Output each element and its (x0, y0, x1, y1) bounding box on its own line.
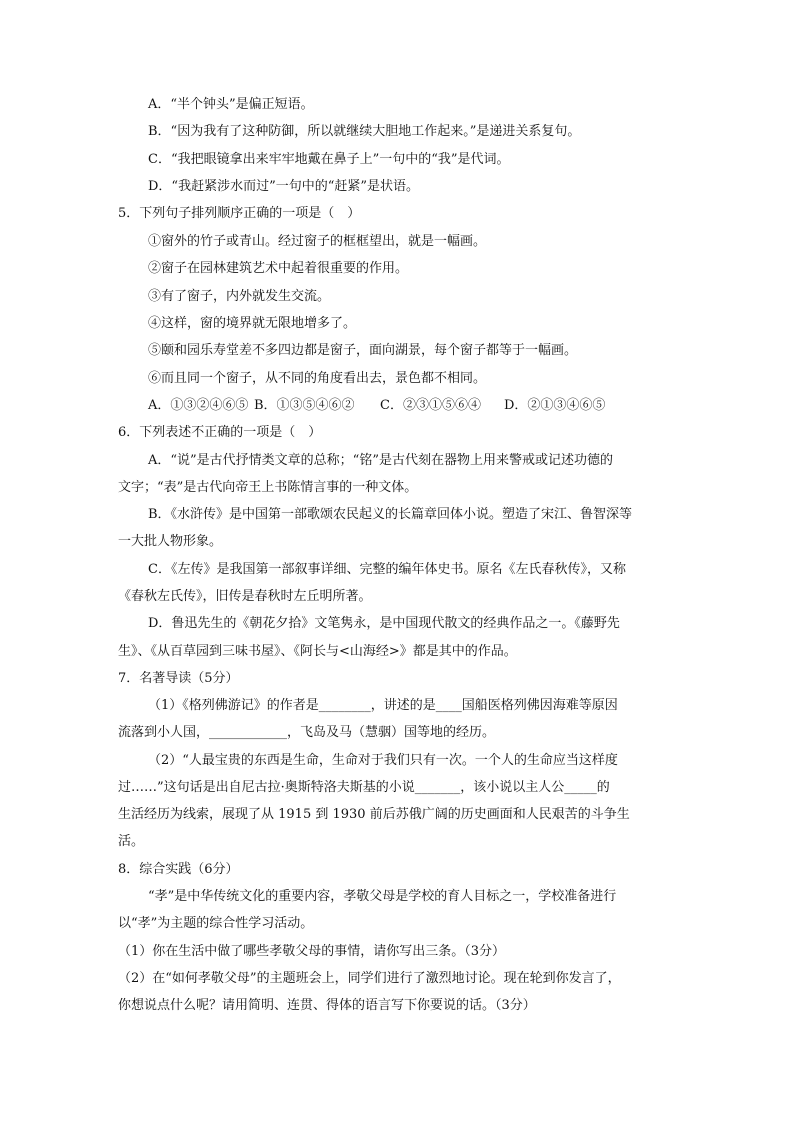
q4-option-b: B．“因为我有了这种防御，所以就继续大胆地工作起来。”是递进关系复句。 (148, 124, 581, 139)
q7-line-5: 生活经历为线索，展现了从 1915 到 1930 前后苏俄广阔的历史画面和人民艰苦的斗争生 (118, 807, 630, 822)
q4-option-d: D．“我赶紧涉水而过”一句中的“赶紧”是状语。 (148, 179, 420, 194)
q8-line-5: 你想说点什么呢？请用简明、连贯、得体的语言写下你要说的话。（3分） (118, 998, 536, 1013)
q4-option-a: A．“半个钟头”是偏正短语。 (148, 97, 314, 112)
q6-line-7: D．鲁迅先生的《朝花夕拾》文笔隽永，是中国现代散文的经典作品之一。《藤野先 (148, 616, 620, 631)
q7-line-2: 流落到小人国，____________，飞岛及马（慧骃）国等地的经历。 (118, 725, 496, 740)
q6-line-1: A．“说”是古代抒情类文章的总称；“铭”是古代刻在器物上用来警戒或记述功德的 (148, 453, 613, 468)
q5-sentence-3: ③有了窗子，内外就发生交流。 (148, 289, 331, 304)
q5-sentence-6: ⑥而且同一个窗子，从不同的角度看出去，景色都不相同。 (148, 371, 487, 386)
q6-line-6: 《春秋左氏传》，旧传是春秋时左丘明所著。 (118, 589, 372, 604)
q5-stem: 5．下列句子排列顺序正确的一项是（ ） (118, 206, 361, 221)
q5-option-c: C．②③①⑤⑥④ (380, 398, 481, 413)
q8-stem: 8．综合实践（6分） (118, 862, 239, 877)
q6-line-8: 生》、《从百草园到三味书屋》、《阿长与<山海经>》都是其中的作品。 (118, 644, 517, 659)
q5-sentence-4: ④这样，窗的境界就无限地增多了。 (148, 316, 357, 331)
q7-line-4: 过……”这句话是出自尼古拉·奥斯特洛夫斯基的小说_______，该小说以主人公_____的 (118, 780, 610, 795)
q8-line-4: （2）在“如何孝敬父母”的主题班会上，同学们进行了激烈地讨论。现在轮到你发言了， (118, 971, 621, 986)
q6-line-5: C．《左传》是我国第一部叙事详细、完整的编年体史书。原名《左氏春秋传》，又称 (148, 562, 626, 577)
q5-option-a: A．①③②④⑥⑤ (148, 398, 249, 413)
q4-option-c: C．“我把眼镜拿出来牢牢地戴在鼻子上”一句中的“我”是代词。 (148, 152, 510, 167)
q6-line-2: 文字；“表”是古代向帝王上书陈情言事的一种文体。 (118, 480, 418, 495)
q7-line-6: 活。 (118, 834, 145, 849)
q5-sentence-1: ①窗外的竹子或青山。经过窗子的框框望出，就是一幅画。 (148, 234, 487, 249)
q8-line-3: （1）你在生活中做了哪些孝敬父母的事情，请你写出三条。（3分） (118, 944, 506, 959)
q7-line-1: （1）《格列佛游记》的作者是________，讲述的是____国船医格列佛因海难等原因 (148, 698, 618, 713)
q6-line-4: 一大批人物形象。 (118, 534, 223, 549)
q6-line-3: B．《水浒传》是中国第一部歌颂农民起义的长篇章回体小说。塑造了宋江、鲁智深等 (148, 507, 633, 522)
q5-sentence-5: ⑤颐和园乐寿堂差不多四边都是窗子，面向湖景，每个窗子都等于一幅画。 (148, 343, 578, 358)
q8-line-2: 以“孝”为主题的综合性学习活动。 (118, 916, 314, 931)
q5-option-d: D．②①③④⑥⑤ (504, 398, 606, 413)
q7-line-3: （2）“人最宝贵的东西是生命，生命对于我们只有一次。一个人的生命应当这样度 (148, 753, 618, 768)
q5-sentence-2: ②窗子在园林建筑艺术中起着很重要的作用。 (148, 261, 409, 276)
q5-option-b: B．①③⑤④⑥② (254, 398, 355, 413)
q7-stem: 7．名著导读（5分） (118, 671, 239, 686)
q6-stem: 6．下列表述不正确的一项是（ ） (118, 425, 322, 440)
q8-line-1: “孝”是中华传统文化的重要内容，孝敬父母是学校的育人目标之一，学校准备进行 (148, 889, 617, 904)
q5-options (148, 397, 605, 415)
